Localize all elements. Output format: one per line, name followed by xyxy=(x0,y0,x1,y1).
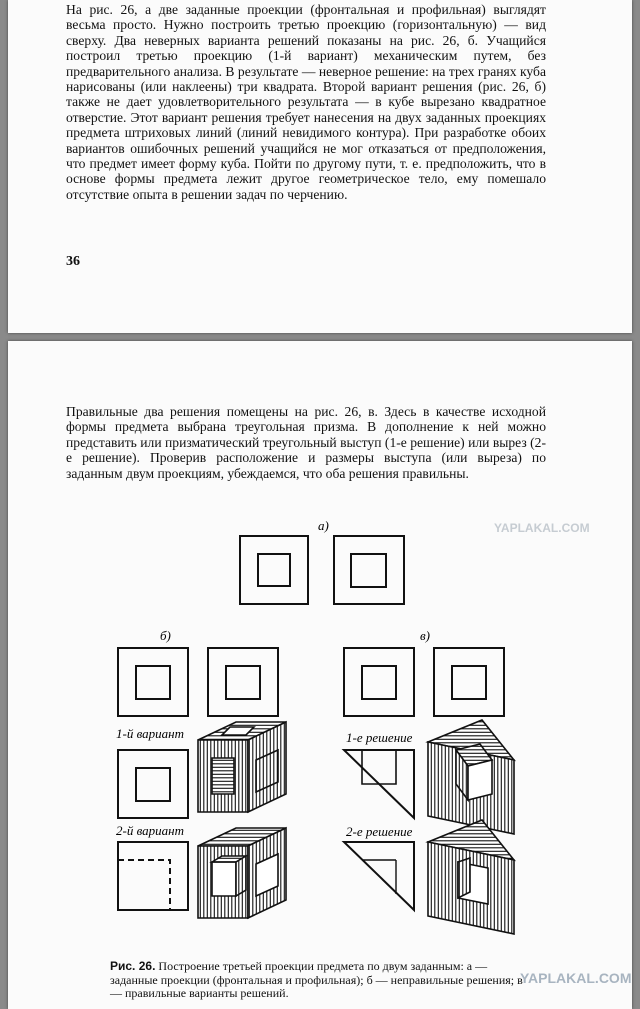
page-37-paragraph: Правильные два решения помещены на рис. 26, в. Здесь в качестве исходной формы предмета выбрана треугольная призма. В дополнение к ней можно представить или призматический треугольный выступ (1-е решение) или вырез (2-е решение). Проверив расположение и размеры выступа (или выреза) по заданным двум проекциям, убеждаемся, что оба решения правильны. xyxy=(66,404,546,481)
fig-b-variant1-top-view xyxy=(118,750,188,818)
label-b: б) xyxy=(160,628,171,643)
label-solution1: 1-е решение xyxy=(346,730,413,745)
caption-text: Построение третьей проекции предмета по двум заданным: а — заданные проекции (фронтальная и профильная); б — неправильные решения; в — правильные варианты решений. xyxy=(110,959,523,1000)
fig-b-side-view xyxy=(208,648,278,716)
fig-a-front-view xyxy=(240,536,308,604)
label-variant1: 1-й вариант xyxy=(116,726,184,741)
fig-v-solution1-top-view xyxy=(344,750,414,818)
fig-v-solution2-prism xyxy=(428,820,514,934)
label-v: в) xyxy=(420,628,430,643)
page-number: 36 xyxy=(66,254,80,269)
fig-v-solution1-prism xyxy=(428,720,514,834)
label-variant2: 2-й вариант xyxy=(116,823,184,838)
fig-b-variant1-cube xyxy=(198,722,286,812)
fig-b-variant2-top-view xyxy=(118,842,188,910)
fig-b-variant2-cube xyxy=(198,828,286,918)
fig-v-solution2-top-view xyxy=(344,842,414,910)
figure-caption xyxy=(110,960,530,1001)
label-a: а) xyxy=(318,518,329,533)
fig-v-front-view xyxy=(344,648,414,716)
fig-b-front-view xyxy=(118,648,188,716)
page-36-paragraph: На рис. 26, а две заданные проекции (фронтальная и профильная) выглядят весьма просто. Нужно построить третью проекцию (горизонтальную) — вид сверху. Два неверных варианта решений показаны на рис. 26, б. Учащийся построил третью проекцию (1-й вариант) механическим путем, без предварительного анализа. В результате — неверное решение: на трех гранях куба нарисованы (или наклеены) три квадрата. Второй вариант решения (рис. 26, б) также не дает удовлетворительного результата — в кубе вырезано квадратное отверстие. Этот вариант решения требует нанесения на двух заданных проекциях предмета штриховых линий (линий невидимого контура). При разработке обоих вариантов ошибочных решений учащийся не мог отказаться от предположения, что предмет имеет форму куба. Пойти по другому пути, т. е. предположить, что в основе формы предмета лежит другое геометрическое тело, ему помешало отсутствие опыта в решении задач по черчению. xyxy=(66,2,546,202)
watermark-bottom: YAPLAKAL.COM xyxy=(520,970,632,986)
fig-v-side-view xyxy=(434,648,504,716)
watermark-top: YAPLAKAL.COM xyxy=(494,521,590,535)
fig-a-side-view xyxy=(334,536,404,604)
label-solution2: 2-е решение xyxy=(346,824,413,839)
caption-label: Рис. 26. xyxy=(110,959,156,973)
